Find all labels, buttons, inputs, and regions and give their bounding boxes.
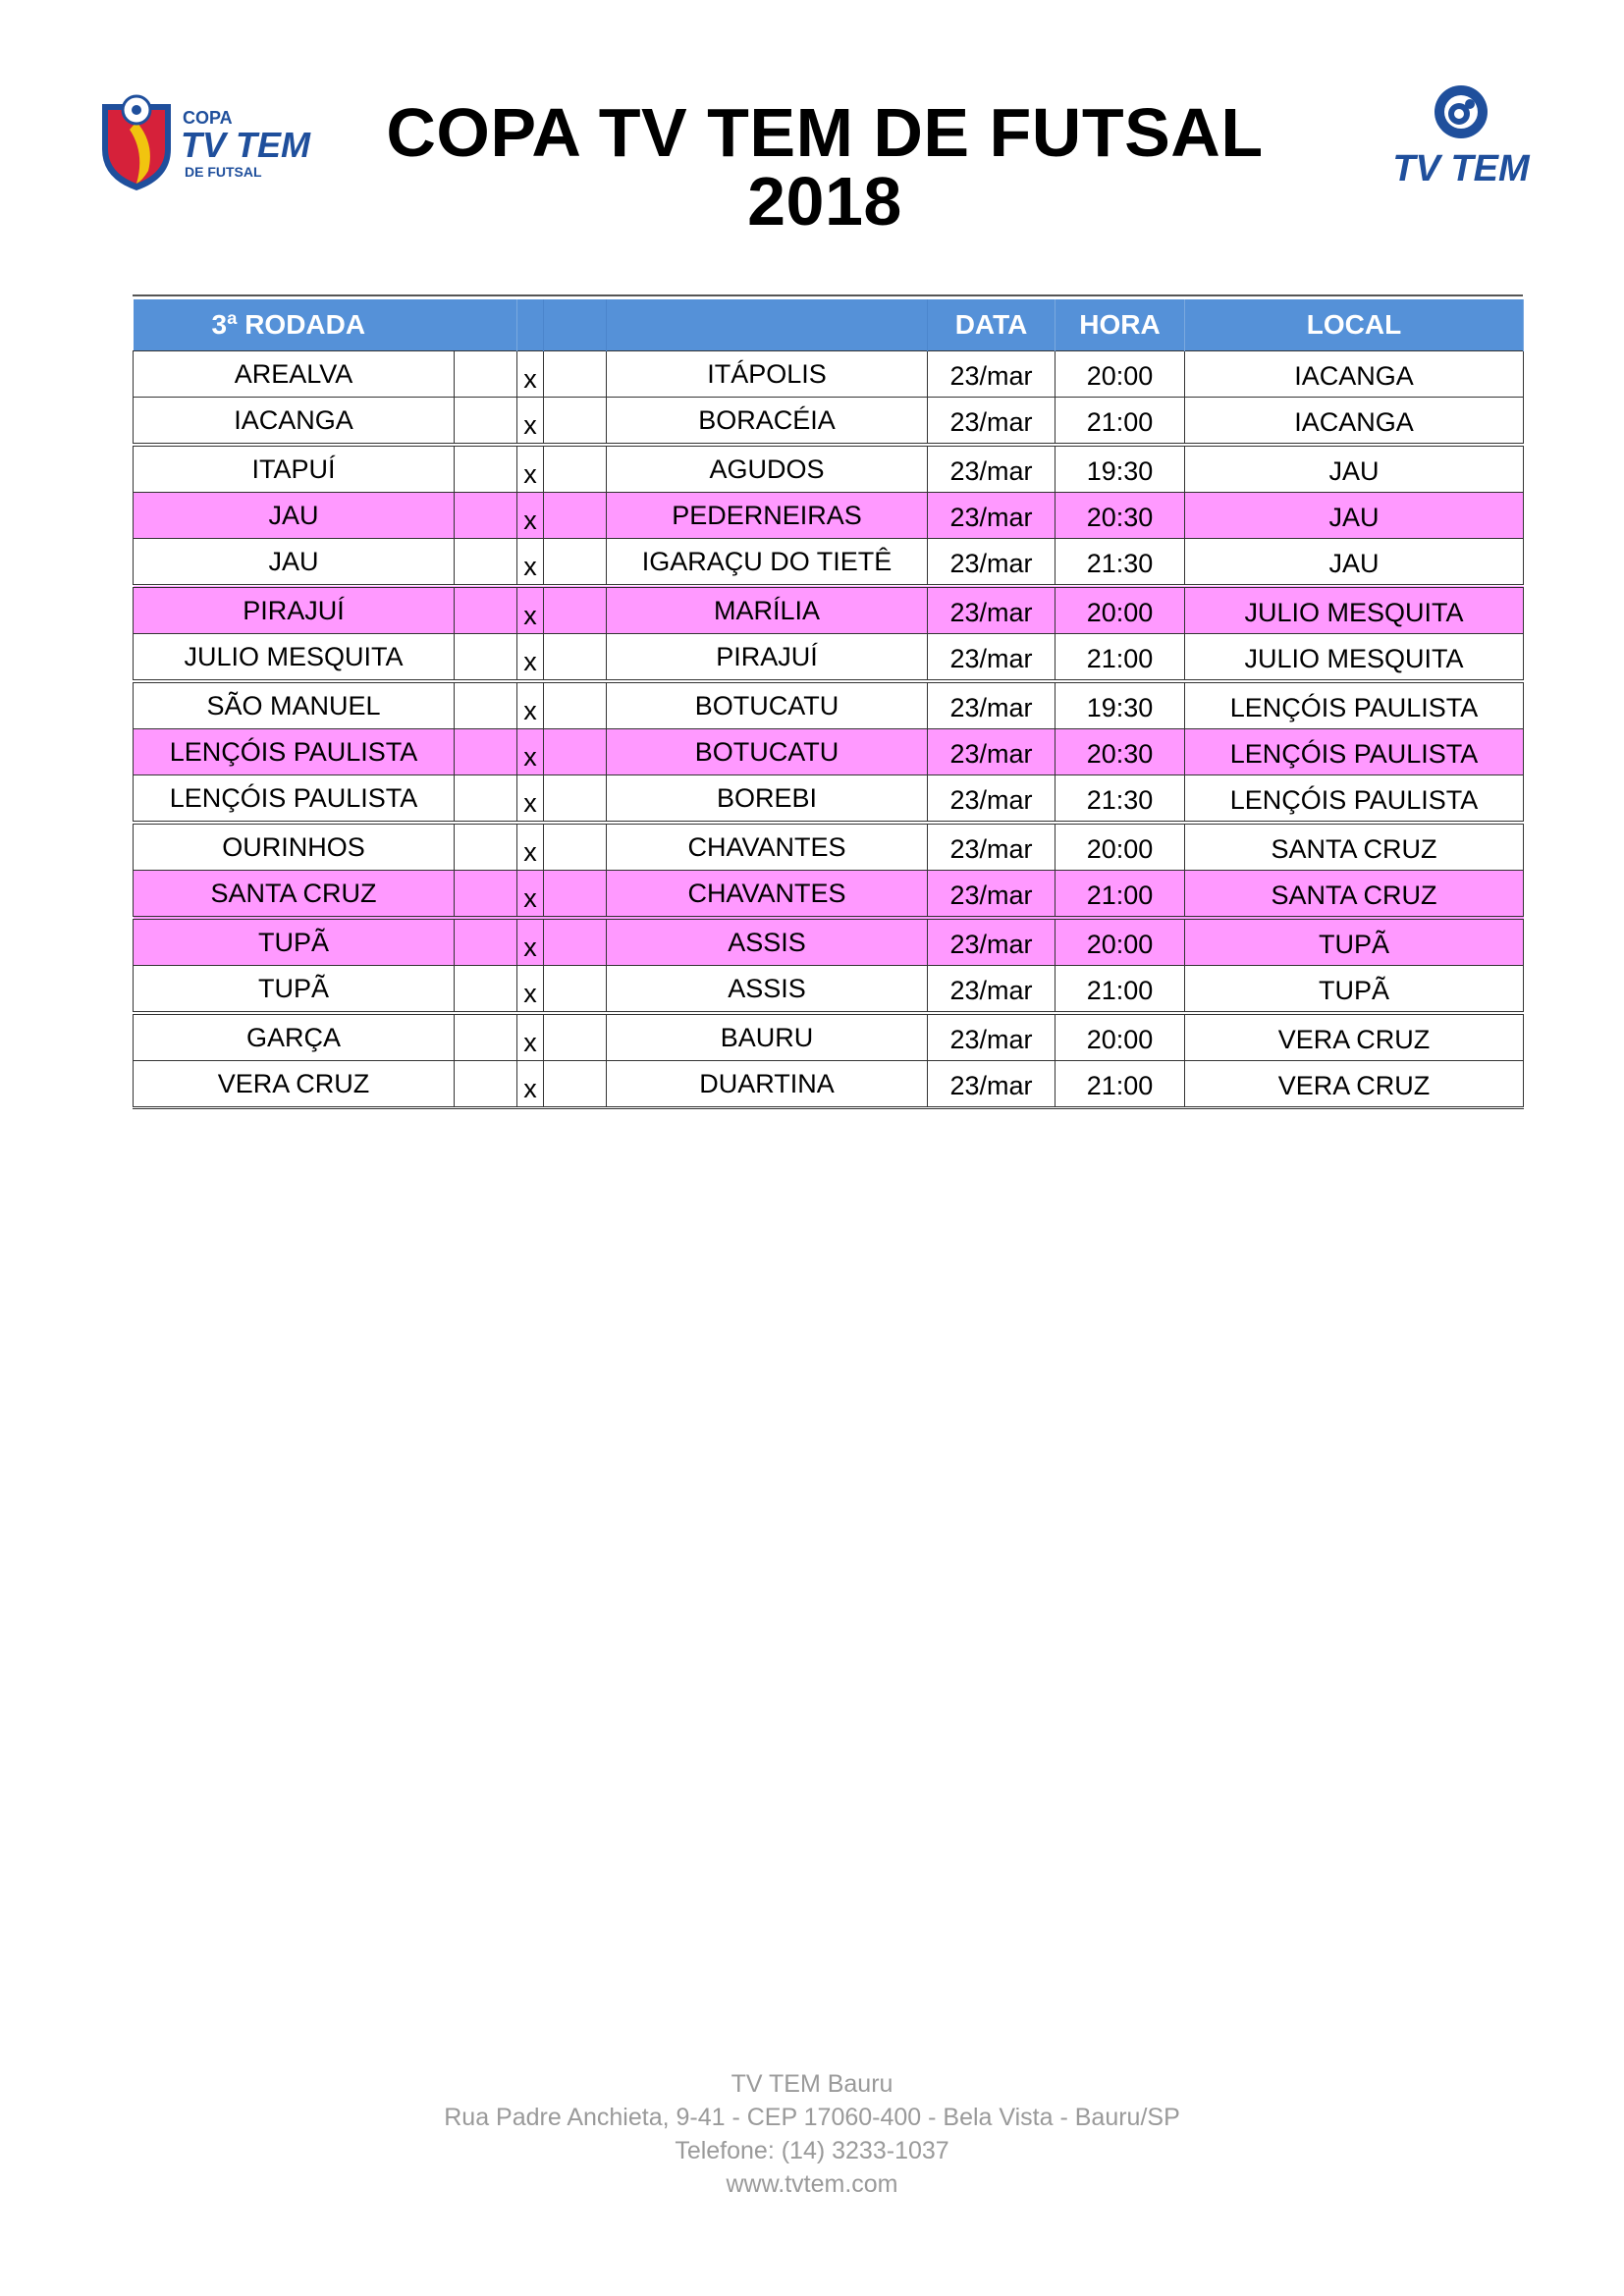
score-cell — [544, 586, 607, 634]
date-cell: 23/mar — [928, 539, 1056, 587]
score-cell — [455, 871, 517, 919]
header-blank-cell — [607, 299, 928, 351]
score-cell — [455, 586, 517, 634]
time-cell: 21:00 — [1056, 398, 1185, 446]
date-cell: 23/mar — [928, 351, 1056, 398]
date-cell: 23/mar — [928, 918, 1056, 966]
home-team-cell: IACANGA — [134, 398, 455, 446]
page-title: COPA TV TEM DE FUTSAL 2018 — [386, 94, 1264, 240]
date-cell: 23/mar — [928, 966, 1056, 1014]
versus-marker: x — [517, 823, 544, 871]
date-cell: 23/mar — [928, 871, 1056, 919]
score-cell — [455, 398, 517, 446]
score-cell — [544, 539, 607, 587]
table-row — [134, 918, 1524, 966]
venue-cell: SANTA CRUZ — [1185, 871, 1524, 919]
header-blank-cell — [517, 299, 544, 351]
score-cell — [455, 1013, 517, 1061]
home-team-cell: PIRAJUÍ — [134, 586, 455, 634]
footer-company: TV TEM Bauru — [731, 2070, 893, 2098]
score-cell — [544, 398, 607, 446]
table-row — [134, 445, 1524, 493]
home-team-cell: TUPÃ — [134, 918, 455, 966]
table-row — [134, 586, 1524, 634]
time-cell: 20:00 — [1056, 351, 1185, 398]
score-cell — [544, 966, 607, 1014]
footer — [0, 2067, 1624, 2201]
date-cell: 23/mar — [928, 398, 1056, 446]
away-team-cell: PEDERNEIRAS — [607, 493, 928, 539]
date-header: DATA — [928, 299, 1056, 351]
versus-marker: x — [517, 445, 544, 493]
score-cell — [455, 493, 517, 539]
versus-marker: x — [517, 493, 544, 539]
table-row — [134, 823, 1524, 871]
time-cell: 21:00 — [1056, 1061, 1185, 1108]
time-header: HORA — [1056, 299, 1185, 351]
away-team-cell: AGUDOS — [607, 445, 928, 493]
copa-tv-tem-futsal-logo — [94, 94, 310, 192]
score-cell — [455, 539, 517, 587]
score-cell — [544, 493, 607, 539]
score-cell — [544, 681, 607, 729]
venue-cell: TUPÃ — [1185, 918, 1524, 966]
score-cell — [544, 729, 607, 775]
date-cell: 23/mar — [928, 1013, 1056, 1061]
date-cell: 23/mar — [928, 586, 1056, 634]
away-team-cell: ASSIS — [607, 966, 928, 1014]
date-cell: 23/mar — [928, 1061, 1056, 1108]
table-row — [134, 729, 1524, 775]
venue-cell: VERA CRUZ — [1185, 1013, 1524, 1061]
away-team-cell: ITÁPOLIS — [607, 351, 928, 398]
venue-cell: JAU — [1185, 445, 1524, 493]
table-top-rule — [133, 294, 1523, 296]
logo-text-tvtem: TV TEM — [181, 125, 310, 165]
versus-marker: x — [517, 871, 544, 919]
venue-cell: JULIO MESQUITA — [1185, 634, 1524, 682]
time-cell: 21:00 — [1056, 634, 1185, 682]
away-team-cell: PIRAJUÍ — [607, 634, 928, 682]
score-cell — [544, 823, 607, 871]
time-cell: 21:30 — [1056, 539, 1185, 587]
score-cell — [455, 681, 517, 729]
versus-marker: x — [517, 1061, 544, 1108]
versus-marker: x — [517, 634, 544, 682]
versus-marker: x — [517, 539, 544, 587]
versus-marker: x — [517, 398, 544, 446]
table-row — [134, 775, 1524, 824]
table-row — [134, 1061, 1524, 1108]
versus-marker: x — [517, 681, 544, 729]
score-cell — [455, 966, 517, 1014]
time-cell: 20:00 — [1056, 918, 1185, 966]
home-team-cell: JAU — [134, 493, 455, 539]
home-team-cell: GARÇA — [134, 1013, 455, 1061]
score-cell — [544, 634, 607, 682]
away-team-cell: BOREBI — [607, 775, 928, 824]
document-header — [0, 0, 1624, 240]
home-team-cell: SÃO MANUEL — [134, 681, 455, 729]
score-cell — [544, 775, 607, 824]
score-cell — [455, 823, 517, 871]
score-cell — [544, 445, 607, 493]
home-team-cell: ITAPUÍ — [134, 445, 455, 493]
venue-cell: IACANGA — [1185, 398, 1524, 446]
versus-marker: x — [517, 351, 544, 398]
score-cell — [455, 445, 517, 493]
versus-marker: x — [517, 586, 544, 634]
schedule-table — [133, 299, 1524, 1109]
away-team-cell: IGARAÇU DO TIETÊ — [607, 539, 928, 587]
away-team-cell: BAURU — [607, 1013, 928, 1061]
home-team-cell: JAU — [134, 539, 455, 587]
home-team-cell: JULIO MESQUITA — [134, 634, 455, 682]
score-cell — [455, 351, 517, 398]
date-cell: 23/mar — [928, 823, 1056, 871]
home-team-cell: VERA CRUZ — [134, 1061, 455, 1108]
score-cell — [544, 1061, 607, 1108]
table-row — [134, 398, 1524, 446]
away-team-cell: BOTUCATU — [607, 729, 928, 775]
venue-cell: TUPÃ — [1185, 966, 1524, 1014]
footer-website: www.tvtem.com — [726, 2170, 898, 2198]
tv-tem-logo — [1392, 82, 1530, 190]
versus-marker: x — [517, 918, 544, 966]
time-cell: 21:00 — [1056, 871, 1185, 919]
home-team-cell: LENÇÓIS PAULISTA — [134, 729, 455, 775]
footer-address: Rua Padre Anchieta, 9-41 - CEP 17060-400 - Bela Vista - Bauru/SP — [444, 2104, 1180, 2131]
away-team-cell: BOTUCATU — [607, 681, 928, 729]
score-cell — [455, 1061, 517, 1108]
time-cell: 20:00 — [1056, 586, 1185, 634]
score-cell — [544, 918, 607, 966]
away-team-cell: CHAVANTES — [607, 823, 928, 871]
away-team-cell: DUARTINA — [607, 1061, 928, 1108]
logo-text-copa: COPA — [183, 108, 233, 128]
time-cell: 20:00 — [1056, 1013, 1185, 1061]
home-team-cell: OURINHOS — [134, 823, 455, 871]
score-cell — [544, 351, 607, 398]
home-team-cell: AREALVA — [134, 351, 455, 398]
venue-cell: VERA CRUZ — [1185, 1061, 1524, 1108]
score-cell — [544, 1013, 607, 1061]
footer-phone: Telefone: (14) 3233-1037 — [675, 2137, 949, 2164]
venue-cell: JULIO MESQUITA — [1185, 586, 1524, 634]
time-cell: 21:00 — [1056, 966, 1185, 1014]
time-cell: 20:30 — [1056, 493, 1185, 539]
time-cell: 20:30 — [1056, 729, 1185, 775]
score-cell — [544, 871, 607, 919]
score-cell — [455, 918, 517, 966]
date-cell: 23/mar — [928, 493, 1056, 539]
table-row — [134, 539, 1524, 587]
table-row — [134, 871, 1524, 919]
score-cell — [455, 634, 517, 682]
table-header-row — [134, 299, 1524, 351]
venue-cell: JAU — [1185, 493, 1524, 539]
table-row — [134, 634, 1524, 682]
match-schedule — [133, 294, 1523, 1109]
table-row — [134, 681, 1524, 729]
table-row — [134, 966, 1524, 1014]
date-cell: 23/mar — [928, 634, 1056, 682]
venue-cell: IACANGA — [1185, 351, 1524, 398]
date-cell: 23/mar — [928, 729, 1056, 775]
venue-cell: JAU — [1185, 539, 1524, 587]
home-team-cell: SANTA CRUZ — [134, 871, 455, 919]
table-row — [134, 351, 1524, 398]
versus-marker: x — [517, 775, 544, 824]
home-team-cell: LENÇÓIS PAULISTA — [134, 775, 455, 824]
venue-header: LOCAL — [1185, 299, 1524, 351]
date-cell: 23/mar — [928, 445, 1056, 493]
time-cell: 21:30 — [1056, 775, 1185, 824]
venue-cell: LENÇÓIS PAULISTA — [1185, 729, 1524, 775]
versus-marker: x — [517, 966, 544, 1014]
away-team-cell: ASSIS — [607, 918, 928, 966]
time-cell: 20:00 — [1056, 823, 1185, 871]
table-row — [134, 1013, 1524, 1061]
away-team-cell: MARÍLIA — [607, 586, 928, 634]
venue-cell: SANTA CRUZ — [1185, 823, 1524, 871]
home-team-cell: TUPÃ — [134, 966, 455, 1014]
score-cell — [455, 775, 517, 824]
table-row — [134, 493, 1524, 539]
date-cell: 23/mar — [928, 681, 1056, 729]
round-header: 3ª RODADA — [134, 299, 517, 351]
versus-marker: x — [517, 729, 544, 775]
away-team-cell: CHAVANTES — [607, 871, 928, 919]
header-blank-cell — [544, 299, 607, 351]
versus-marker: x — [517, 1013, 544, 1061]
score-cell — [455, 729, 517, 775]
time-cell: 19:30 — [1056, 681, 1185, 729]
date-cell: 23/mar — [928, 775, 1056, 824]
logo-right-text: TV TEM — [1392, 148, 1530, 189]
away-team-cell: BORACÉIA — [607, 398, 928, 446]
time-cell: 19:30 — [1056, 445, 1185, 493]
venue-cell: LENÇÓIS PAULISTA — [1185, 775, 1524, 824]
venue-cell: LENÇÓIS PAULISTA — [1185, 681, 1524, 729]
logo-text-de-futsal: DE FUTSAL — [185, 164, 262, 180]
